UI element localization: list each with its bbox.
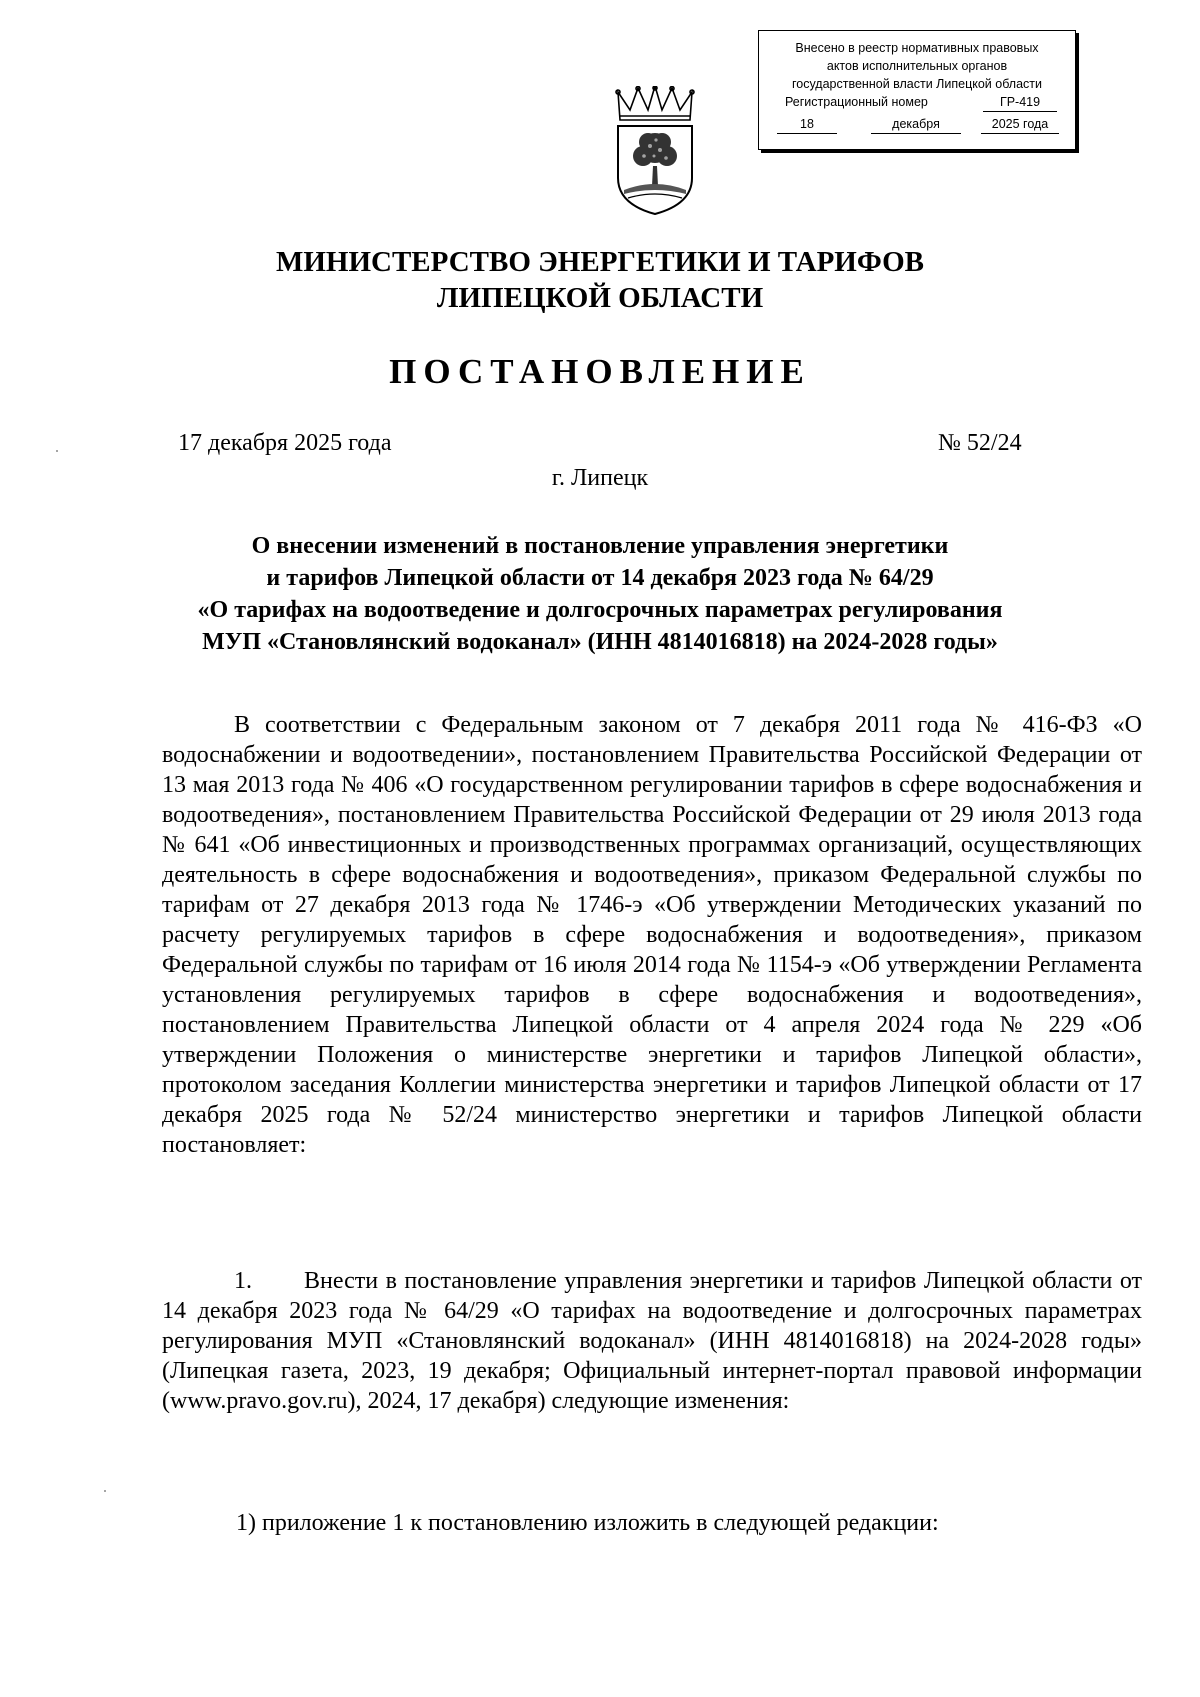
scan-speck — [104, 1490, 106, 1492]
stamp-reg-number: ГР-419 — [983, 93, 1057, 112]
item-1-number: 1. — [234, 1268, 252, 1294]
stamp-date-row — [759, 115, 1075, 137]
stamp-day: 18 — [777, 115, 837, 134]
scan-speck — [56, 450, 58, 452]
document-city: г. Липецк — [551, 465, 649, 491]
subitem-1: 1) приложение 1 к постановлению изложить в следующей редакции: — [236, 1510, 939, 1536]
stamp-line: Внесено в реестр нормативных правовых — [795, 41, 1039, 55]
coat-of-arms-icon — [612, 86, 698, 216]
document-date: 17 декабря 2025 года — [178, 430, 392, 456]
ministry-name — [0, 244, 1200, 316]
stamp-line: актов исполнительных органов — [826, 59, 1008, 73]
title-line: «О тарифах на водоотведение и долгосрочных параметрах регулирования — [197, 597, 1003, 623]
item-1-paragraph — [162, 1266, 1142, 1416]
ministry-name-line: ЛИПЕЦКОЙ ОБЛАСТИ — [436, 282, 764, 314]
document-title — [150, 530, 1050, 658]
document-number: № 52/24 — [938, 430, 1022, 456]
registry-stamp — [758, 30, 1076, 150]
stamp-month: декабря — [871, 115, 961, 134]
title-line: и тарифов Липецкой области от 14 декабря 2023 года № 64/29 — [266, 565, 934, 591]
stamp-line: государственной власти Липецкой области — [791, 77, 1043, 91]
stamp-registration-row — [759, 93, 1075, 112]
preamble-paragraph: В соответствии с Федеральным законом от 7 декабря 2011 года № 416-ФЗ «О водоснабжении и водоотведении», постановлением Правительства Российской Федерации от 13 мая 2013 года № 406 «О государственном регулировании тарифов в сфере водоснабжения и водоотведения», постановлением Правительства Российской Федерации от 29 июля 2013 года № 641 «Об инвестиционных и производственных программах организаций, осуществляющих деятельность в сфере водоснабжения и водоотведения», приказом Федеральной службы по тарифам от 27 декабря 2013 года № 1746-э «Об утверждении Методических указаний по расчету регулируемых тарифов в сфере водоснабжения и водоотведения», приказом Федеральной службы по тарифам от 16 июля 2014 года № 1154-э «Об утверждении Регламента установления регулируемых тарифов в сфере водоснабжения и водоотведения», постановлением Правительства Липецкой области от 4 апреля 2024 года № 229 «Об утверждении Положения о министерстве энергетики и тарифов Липецкой области», протоколом заседания Коллегии министерства энергетики и тарифов Липецкой области от 17 декабря 2025 года № 52/24 министерство энергетики и тарифов Липецкой области постановляет: — [162, 712, 1142, 1158]
title-line: МУП «Становлянский водоканал» (ИНН 4814016818) на 2024-2028 годы» — [202, 629, 998, 655]
item-1-text: Внести в постановление управления энергетики и тарифов Липецкой области от 14 декабря 2023 года № 64/29 «О тарифах на водоотведение и долгосрочных параметрах регулирования МУП «Становлянский водоканал» (ИНН 4814016818) на 2024-2028 годы» (Липецкая газета, 2023, 19 декабря; Официальный интернет-портал правовой информации (www.pravo.gov.ru), 2024, 17 декабря) следующие изменения: — [162, 1268, 1142, 1414]
title-line: О внесении изменений в постановление управления энергетики — [251, 533, 949, 559]
stamp-year: 2025 года — [981, 115, 1059, 134]
stamp-reg-label: Регистрационный номер — [785, 95, 928, 109]
ministry-name-line: МИНИСТЕРСТВО ЭНЕРГЕТИКИ И ТАРИФОВ — [275, 246, 925, 278]
document-type: ПОСТАНОВЛЕНИЕ — [389, 352, 811, 391]
